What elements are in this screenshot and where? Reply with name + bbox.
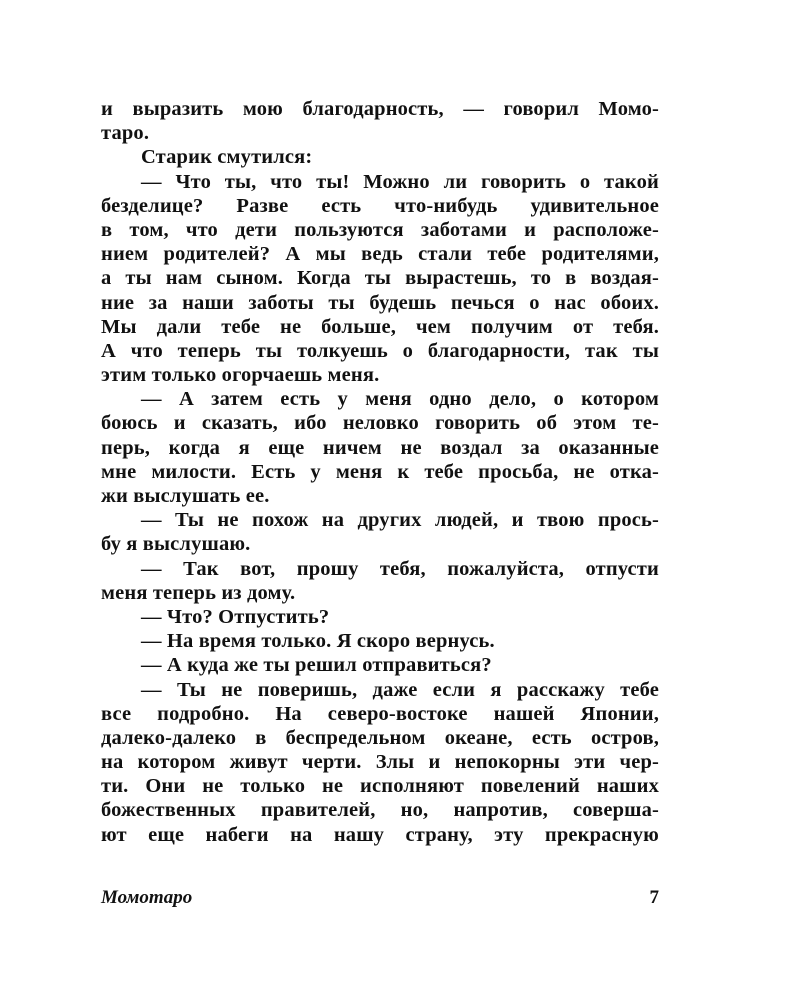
text-line: ти. Они не только не исполняют повелений наших — [101, 775, 659, 798]
text-line: — Ты не похож на других людей, и твою прось- — [141, 509, 659, 532]
text-line: нием родителей? А мы ведь стали тебе родителями, — [101, 243, 659, 266]
text-line: ют еще набеги на нашу страну, эту прекрасную — [101, 823, 659, 846]
text-line: перь, когда я еще ничем не воздал за оказанные — [101, 436, 659, 459]
text-line: божественных правителей, но, напротив, соверша- — [101, 799, 659, 822]
text-line: — Ты не поверишь, даже если я расскажу тебе — [141, 678, 659, 701]
text-line: бу я выслушаю. — [101, 533, 251, 556]
text-line: безделице? Разве есть что-нибудь удивительное — [101, 194, 659, 217]
text-line: Старик смутился: — [141, 146, 313, 169]
text-line: — На время только. Я скоро вернусь. — [141, 630, 495, 653]
text-line: — А затем есть у меня одно дело, о котором — [141, 388, 659, 411]
text-line: все подробно. На северо-востоке нашей Японии, — [101, 702, 659, 725]
text-line: боюсь и сказать, ибо неловко говорить об этом те- — [101, 412, 659, 435]
text-line: и выразить мою благодарность, — говорил Момо- — [101, 98, 659, 120]
text-line: этим только огорчаешь меня. — [101, 364, 380, 387]
text-line: — Что? Отпустить? — [141, 605, 330, 628]
body-text — [101, 97, 659, 847]
text-line: далеко-далеко в беспредельном океане, есть остров, — [101, 726, 659, 749]
text-line: мне милости. Есть у меня к тебе просьба, не отка- — [101, 460, 659, 483]
page-number: 7 — [649, 887, 659, 908]
page-footer — [101, 884, 659, 912]
text-line: А что теперь ты толкуешь о благодарности, так ты — [101, 339, 659, 362]
text-line: в том, что дети пользуются заботами и расположе- — [101, 218, 659, 241]
text-line: меня теперь из дому. — [101, 581, 296, 604]
text-line: жи выслушать ее. — [101, 485, 270, 507]
running-title: Момотаро — [101, 887, 193, 908]
text-line: таро. — [101, 122, 150, 145]
text-line: ние за наши заботы ты будешь печься о нас обоих. — [101, 291, 659, 314]
text-line: — А куда же ты решил отправиться? — [141, 654, 492, 677]
text-line: — Что ты, что ты! Можно ли говорить о такой — [141, 170, 659, 193]
text-line: а ты нам сыном. Когда ты вырастешь, то в воздая- — [101, 267, 659, 290]
text-line: Мы дали тебе не больше, чем получим от тебя. — [101, 315, 659, 338]
text-line: на котором живут черти. Злы и непокорны эти чер- — [101, 751, 659, 774]
text-line: — Так вот, прошу тебя, пожалуйста, отпусти — [141, 557, 659, 580]
